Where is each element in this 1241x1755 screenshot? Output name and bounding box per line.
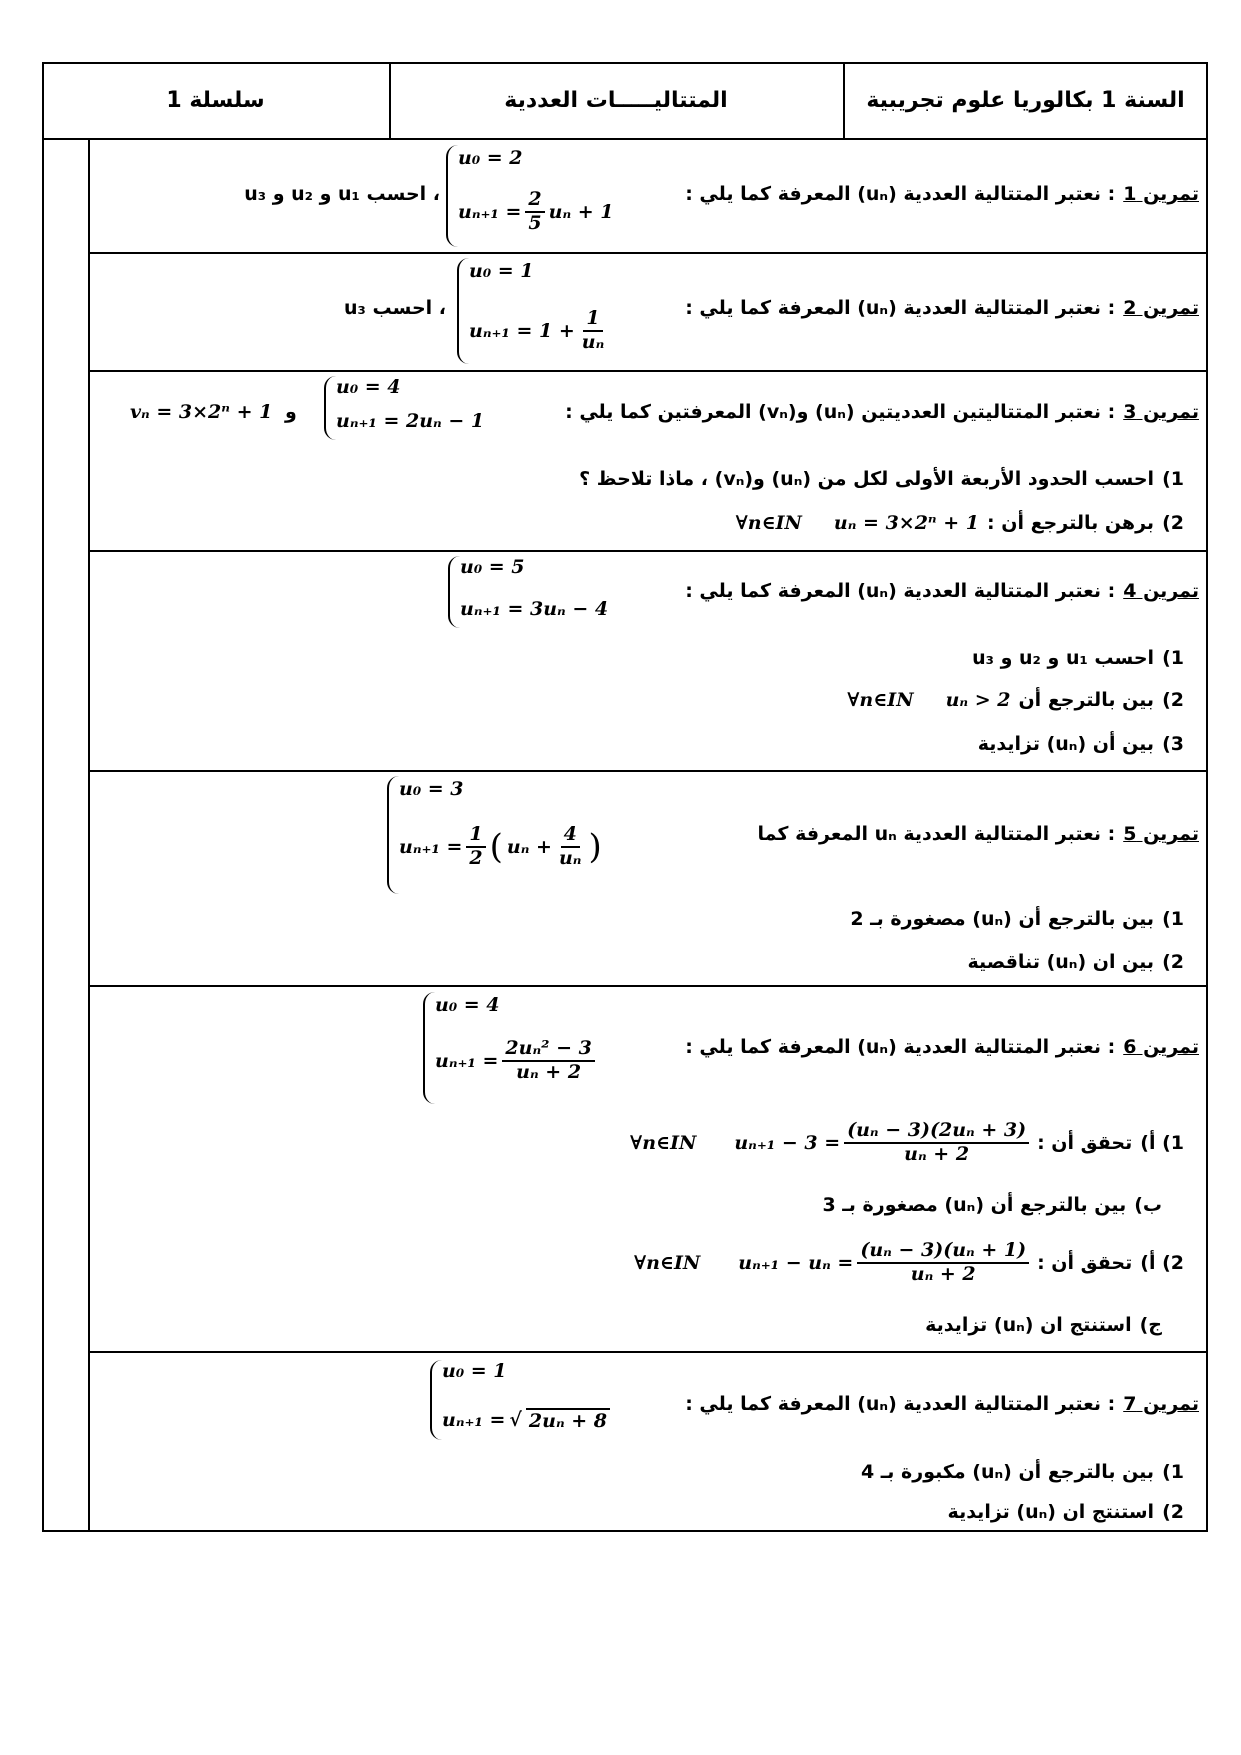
fraction: $\frac{4}{\text{uₙ}}$ — [558, 823, 582, 869]
exercise-4-system: u₀ = 5 uₙ₊₁ = 3uₙ − 4 — [448, 556, 618, 628]
series-title: سلسلة 1 — [166, 87, 265, 113]
exercise-7-statement — [685, 1389, 1199, 1419]
recurrence-lhs: uₙ₊₁ = — [458, 200, 522, 223]
exercise-7-system: u₀ = 1 uₙ₊₁ = √ 2uₙ + 8 — [430, 1360, 610, 1440]
fraction: $\frac{\text{(uₙ − 3)(2uₙ + 3)}}{\text{uₙ + 2}}$ — [844, 1120, 1029, 1166]
exercise-6-item-1a: 1) أ) تحقق أن : uₙ₊₁ − 3 = $\frac{\text{(uₙ − 3)(2uₙ + 3)}}{\text{uₙ + 2}}$ ∀n∈IN — [630, 1119, 1184, 1165]
exercise-6-item-2a: 2) أ) تحقق أن : uₙ₊₁ − uₙ = $\frac{\text{(uₙ − 3)(uₙ + 1)}}{\text{uₙ + 2}}$ ∀n∈IN — [633, 1239, 1184, 1285]
exercise-4-intro: : نعتبر المتتالية العددية (uₙ) المعرفة كما يلي : — [685, 580, 1116, 602]
fraction: $\frac{\text{2uₙ² − 3}}{\text{uₙ + 2}}$ — [502, 1038, 594, 1084]
exercise-6-intro: : نعتبر المتتالية العددية (uₙ) المعرفة كما يلي : — [685, 1036, 1116, 1058]
v-definition: vₙ = 3×2ⁿ + 1 — [130, 401, 273, 423]
exercise-7-intro: : نعتبر المتتالية العددية (uₙ) المعرفة كما يلي : — [685, 1393, 1116, 1415]
exercise-3-item-2: 2) برهن بالترجع أن : uₙ = 3×2ⁿ + 1 ∀n∈IN — [735, 512, 1184, 534]
exercise-5-item-1: 1) بين بالترجع أن (uₙ) مصغورة بـ 2 — [850, 908, 1184, 930]
exercise-3-item-1: 1) احسب الحدود الأربعة الأولى لكل من (uₙ) و(vₙ) ، ماذا تلاحظ ؟ — [579, 468, 1184, 490]
exercise-4-item-2: 2) بين بالترجع أن uₙ > 2 ∀n∈IN — [847, 689, 1184, 711]
exercise-6-item-1b: ب) بين بالترجع أن (uₙ) مصغورة بـ 3 — [822, 1194, 1162, 1216]
fraction: $\frac{1}{\text{uₙ}}$ — [581, 307, 605, 353]
exercise-2-label: تمرين 2 — [1123, 297, 1199, 319]
exercise-2-task: ، احسب u₃ — [344, 297, 446, 319]
exercise-1-intro: : نعتبر المتتالية العددية (uₙ) المعرفة كما يلي : — [685, 183, 1116, 205]
exercise-5-intro: : نعتبر المتتالية العددية uₙ المعرفة كما — [757, 823, 1116, 845]
fraction: $\frac{\text{(uₙ − 3)(uₙ + 1)}}{\text{uₙ + 2}}$ — [857, 1240, 1029, 1286]
exercise-1-label: تمرين 1 — [1123, 183, 1199, 205]
exercise-5-label: تمرين 5 — [1123, 823, 1199, 845]
topic-title: المتتاليـــــات العددية — [504, 87, 728, 113]
exercise-6-system: u₀ = 4 uₙ₊₁ = $\frac{\text{2uₙ² − 3}}{\text{uₙ + 2}}$ — [423, 992, 603, 1104]
exercise-6-item-2c: ج) استنتج ان (uₙ) تزايدية — [925, 1314, 1162, 1336]
exercise-2-statement — [685, 293, 1199, 323]
exercise-5-item-2: 2) بين ان (uₙ) تناقصية — [967, 951, 1184, 973]
and-word: و — [285, 401, 297, 423]
level-title: السنة 1 بكالوريا علوم تجريبية — [866, 87, 1185, 113]
initial-term: u₀ = 2 — [458, 147, 523, 169]
exercise-3-intro: : نعتبر المتتاليتين العدديتين (uₙ) و(vₙ) المعرفتين كما يلي : — [565, 401, 1116, 423]
exercise-1-task: ، احسب u₁ و u₂ و u₃ — [244, 183, 440, 205]
exercise-3-label: تمرين 3 — [1123, 401, 1199, 423]
exercise-3-system: u₀ = 4 uₙ₊₁ = 2uₙ − 1 — [324, 376, 484, 440]
fraction: $\frac{1}{2}$ — [466, 824, 485, 870]
exercise-1-system — [446, 145, 616, 247]
square-root: 2uₙ + 8 — [526, 1408, 610, 1432]
recurrence-rhs: uₙ + 1 — [548, 200, 614, 223]
exercise-6-statement — [685, 1032, 1199, 1062]
exercise-4-statement — [685, 576, 1199, 606]
exercise-4-item-1: 1) احسب u₁ و u₂ و u₃ — [972, 647, 1184, 669]
exercise-5-statement — [758, 819, 1199, 849]
exercise-4-label: تمرين 4 — [1123, 580, 1199, 602]
exercise-6-label: تمرين 6 — [1123, 1036, 1199, 1058]
exercise-1-statement — [685, 179, 1199, 209]
exercise-4-item-3: 3) بين أن (uₙ) تزايدية — [977, 733, 1184, 755]
fraction: $\frac{2}{5}$ — [525, 189, 544, 235]
exercise-2-system: u₀ = 1 uₙ₊₁ = 1 + $\frac{1}{\text{uₙ}}$ — [457, 258, 617, 364]
exercise-2-intro: : نعتبر المتتالية العددية (uₙ) المعرفة كما يلي : — [685, 297, 1116, 319]
exercise-7-label: تمرين 7 — [1123, 1393, 1199, 1415]
exercise-7-item-1: 1) بين بالترجع أن (uₙ) مكبورة بـ 4 — [860, 1461, 1184, 1483]
exercise-3-statement — [565, 397, 1199, 427]
exercise-7-item-2: 2) استنتج ان (uₙ) تزايدية — [947, 1501, 1184, 1523]
exercise-5-system: u₀ = 3 uₙ₊₁ = $\frac{1}{2}$ ( uₙ + $\frac{4}{\text{uₙ}}$ ) — [387, 776, 597, 894]
